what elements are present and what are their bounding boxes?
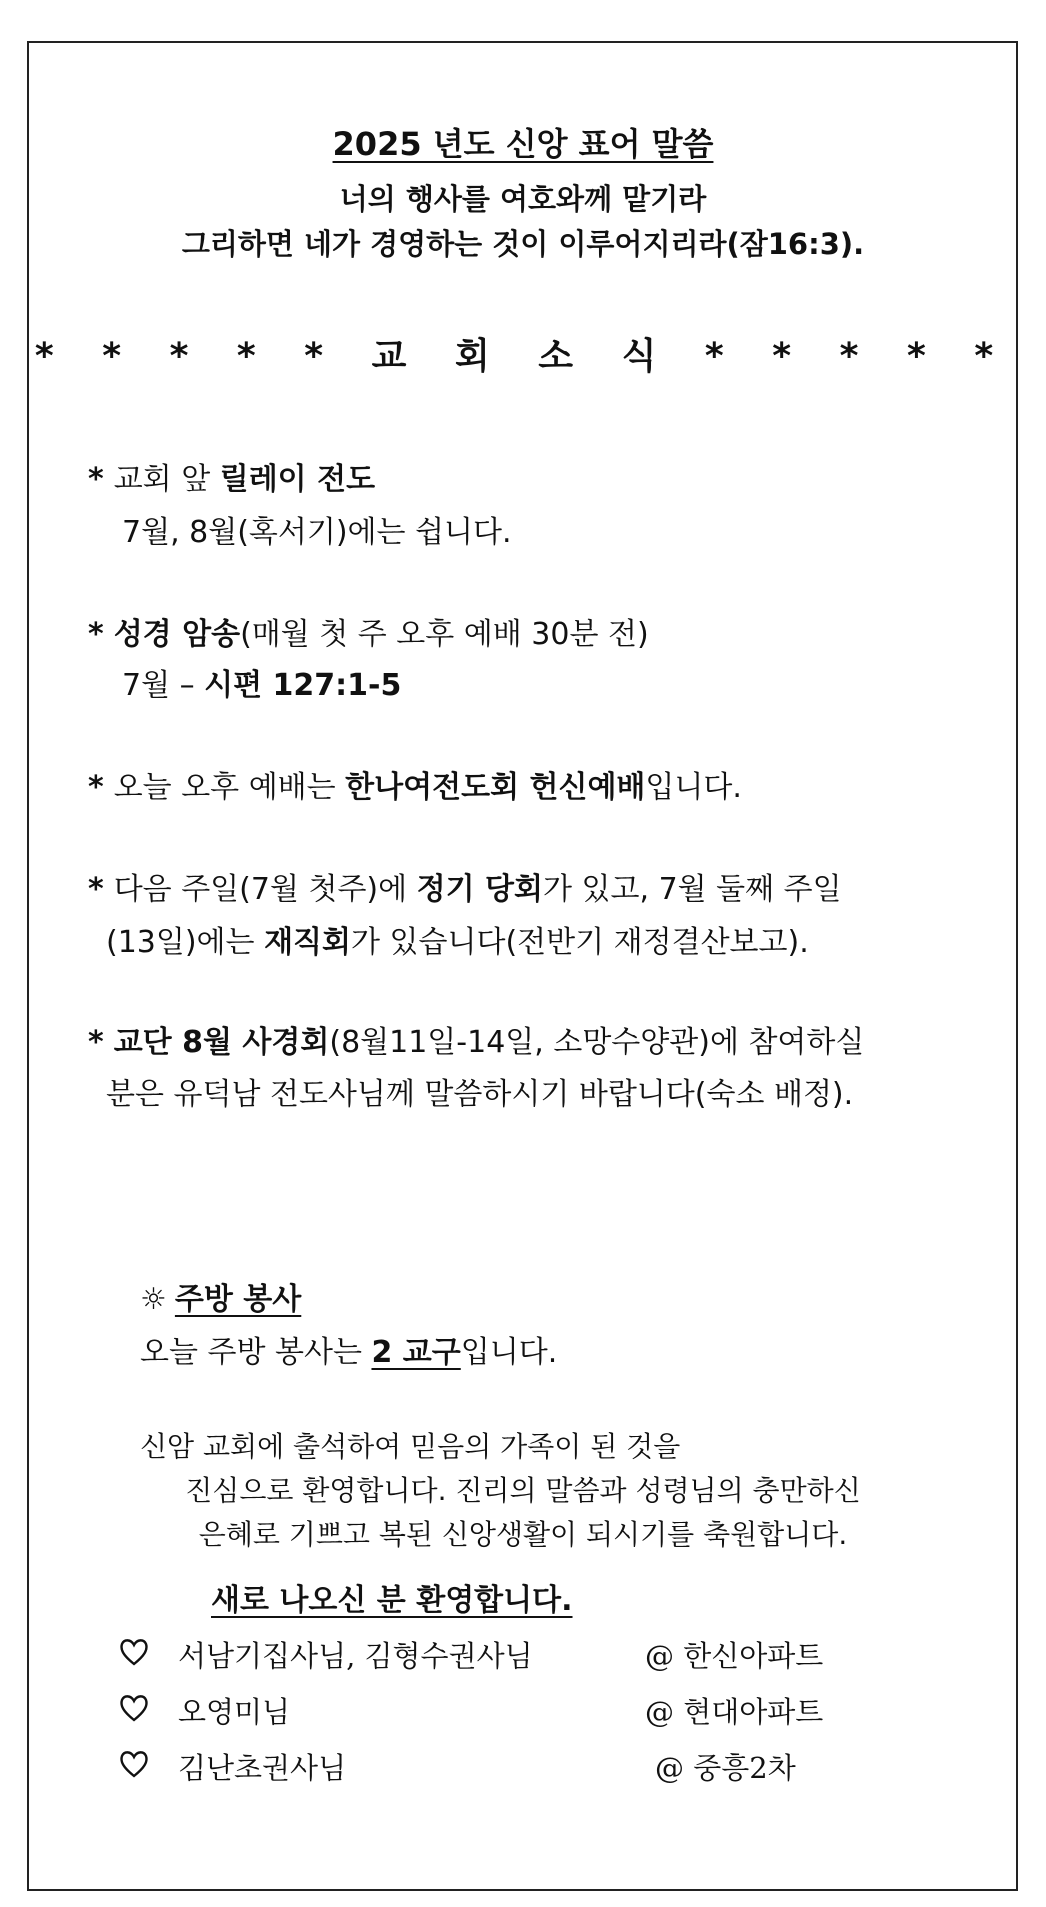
news-item-relay-evangelism	[88, 462, 375, 498]
heart-icon	[118, 1748, 150, 1780]
news-item-text: 가 있습니다(전반기 재정결산보고).	[351, 925, 809, 960]
heart-icon	[118, 1636, 150, 1668]
bullet-star: *	[88, 617, 104, 652]
news-item-session-detail	[106, 925, 809, 961]
kitchen-service-text	[140, 1335, 557, 1371]
news-item-bold: 재직회	[264, 925, 352, 960]
newcomer-place: @ 중흥2차	[655, 1751, 796, 1785]
motto-verse-line1: 너의 행사를 여호와께 맡기라	[339, 182, 707, 216]
news-item-relay-detail: 7월, 8월(혹서기)에는 쉽니다.	[122, 515, 512, 550]
welcome-line3: 은혜로 기쁘고 복된 신앙생활이 되시기를 축원합니다.	[198, 1518, 848, 1551]
news-item-revival-meeting	[88, 1025, 864, 1061]
bullet-star: *	[88, 872, 104, 907]
motto-verse-line2: 그리하면 네가 경영하는 것이 이루어지리라(잠16:3).	[181, 227, 865, 261]
sun-icon: ☼	[140, 1282, 167, 1317]
news-item-text: 교회 앞	[113, 462, 220, 497]
church-news-heading: * * * * * 교 회 소 식 * * * * *	[34, 336, 1012, 377]
news-item-session-meeting	[88, 872, 842, 908]
news-item-memorization-detail	[122, 668, 401, 704]
news-item-bold: 한나여전도회 헌신예배	[345, 770, 646, 805]
news-item-bold: 성경 암송	[113, 617, 241, 652]
bullet-star: *	[88, 770, 104, 805]
news-item-bold: 릴레이 전도	[219, 462, 376, 497]
kitchen-district: 2 교구	[371, 1335, 461, 1370]
news-item-text: 오늘 오후 예배는	[113, 770, 346, 805]
kitchen-text-prefix: 오늘 주방 봉사는	[140, 1335, 372, 1370]
news-item-bold: 교단 8월 사경회	[113, 1025, 330, 1060]
bullet-star: *	[88, 462, 104, 497]
kitchen-text-suffix: 입니다.	[460, 1335, 558, 1370]
news-item-bold: 시편 127:1-5	[204, 668, 402, 703]
newcomer-name: 김난초권사님	[178, 1751, 347, 1785]
news-item-revival-detail: 분은 유덕남 전도사님께 말씀하시기 바랍니다(숙소 배정).	[106, 1077, 854, 1112]
news-item-text: 7월 –	[122, 668, 205, 703]
kitchen-title-text: 주방 봉사	[174, 1282, 302, 1317]
motto-title: 2025 년도 신앙 표어 말씀	[332, 125, 714, 163]
news-item-afternoon-worship	[88, 770, 742, 806]
heart-icon	[118, 1692, 150, 1724]
news-item-text: 다음 주일(7월 첫주)에	[113, 872, 417, 907]
newcomer-place: @ 현대아파트	[645, 1695, 824, 1729]
news-item-text: 가 있고, 7월 둘째 주일	[543, 872, 842, 907]
newcomer-place: @ 한신아파트	[645, 1639, 824, 1673]
bullet-star: *	[88, 1025, 104, 1060]
news-item-text: 입니다.	[645, 770, 742, 805]
welcome-line2: 진심으로 환영합니다. 진리의 말씀과 성령님의 충만하신	[185, 1474, 861, 1507]
news-item-bible-memorization	[88, 617, 649, 653]
news-item-text: (8월11일-14일, 소망수양관)에 참여하실	[329, 1025, 865, 1060]
welcome-line1: 신암 교회에 출석하여 믿음의 가족이 된 것을	[140, 1430, 681, 1463]
welcome-title: 새로 나오신 분 환영합니다.	[211, 1583, 573, 1618]
newcomer-name: 오영미님	[178, 1695, 291, 1729]
kitchen-service-title	[140, 1282, 301, 1318]
newcomer-name: 서남기집사님, 김형수권사님	[178, 1639, 533, 1673]
news-item-text: (매월 첫 주 오후 예배 30분 전)	[240, 617, 649, 652]
news-item-text: (13일)에는	[106, 925, 265, 960]
news-item-bold: 정기 당회	[416, 872, 544, 907]
